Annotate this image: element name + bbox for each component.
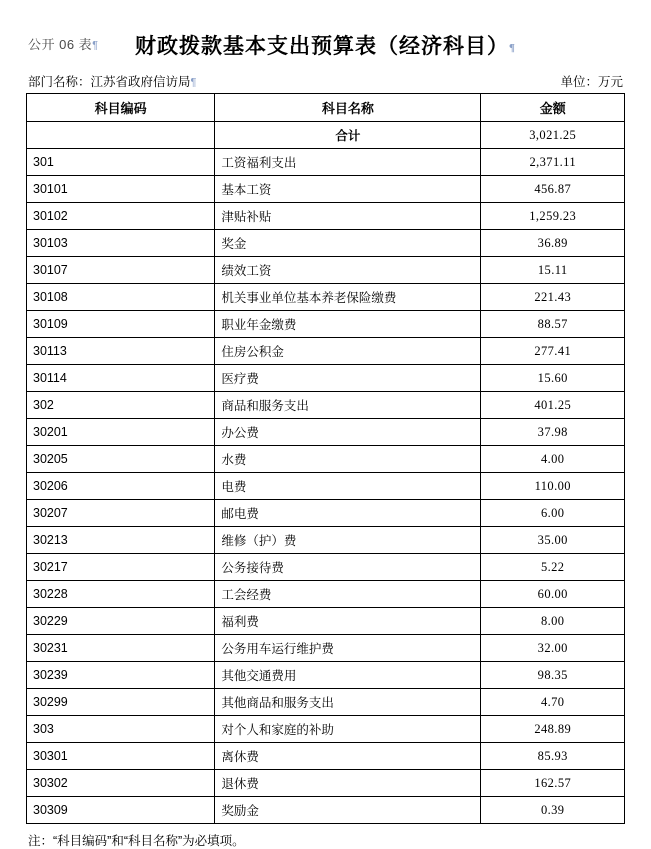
unit-label — [560, 72, 623, 90]
cell-name: 电费 — [215, 473, 481, 500]
cell-amount: 15.60 — [481, 365, 625, 392]
cell-code: 301 — [27, 149, 215, 176]
cell-name: 津贴补贴 — [215, 203, 481, 230]
cell-name: 绩效工资 — [215, 257, 481, 284]
document-page — [0, 30, 651, 848]
table-row — [27, 446, 625, 473]
cell-amount: 36.89 — [481, 230, 625, 257]
cell-name: 合计 — [215, 122, 481, 149]
cell-name: 退休费 — [215, 770, 481, 797]
cell-amount: 456.87 — [481, 176, 625, 203]
cell-amount: 60.00 — [481, 581, 625, 608]
cell-name: 其他商品和服务支出 — [215, 689, 481, 716]
document-label-text: 公开 06 表 — [28, 37, 93, 52]
cell-amount: 35.00 — [481, 527, 625, 554]
cell-name: 奖励金 — [215, 797, 481, 824]
table-row — [27, 203, 625, 230]
cell-name: 基本工资 — [215, 176, 481, 203]
cell-code: 30113 — [27, 338, 215, 365]
cell-name: 公务用车运行维护费 — [215, 635, 481, 662]
cell-name: 机关事业单位基本养老保险缴费 — [215, 284, 481, 311]
cell-amount: 32.00 — [481, 635, 625, 662]
cell-code: 30231 — [27, 635, 215, 662]
cell-amount: 15.11 — [481, 257, 625, 284]
paragraph-mark-icon: ¶ — [190, 76, 197, 89]
cell-name: 住房公积金 — [215, 338, 481, 365]
cell-name: 办公费 — [215, 419, 481, 446]
table-row — [27, 473, 625, 500]
document-label — [28, 34, 99, 53]
cell-name: 公务接待费 — [215, 554, 481, 581]
table-body — [27, 122, 625, 824]
cell-code: 30205 — [27, 446, 215, 473]
page-title-text: 财政拨款基本支出预算表（经济科目） — [135, 34, 510, 58]
table-row — [27, 284, 625, 311]
cell-code: 30217 — [27, 554, 215, 581]
department-info — [28, 72, 196, 90]
cell-code — [27, 122, 215, 149]
cell-name: 离休费 — [215, 743, 481, 770]
cell-amount: 248.89 — [481, 716, 625, 743]
cell-name: 医疗费 — [215, 365, 481, 392]
cell-name: 水费 — [215, 446, 481, 473]
cell-code: 30206 — [27, 473, 215, 500]
cell-amount: 277.41 — [481, 338, 625, 365]
department-label: 部门名称： — [28, 75, 91, 89]
table-row — [27, 527, 625, 554]
table-row — [27, 311, 625, 338]
cell-name: 其他交通费用 — [215, 662, 481, 689]
table-row-total — [27, 122, 625, 149]
paragraph-mark-icon: ¶ — [92, 39, 99, 52]
table-row — [27, 581, 625, 608]
page-title — [26, 30, 625, 60]
cell-code: 30114 — [27, 365, 215, 392]
table-row — [27, 419, 625, 446]
cell-amount: 0.39 — [481, 797, 625, 824]
cell-code: 30302 — [27, 770, 215, 797]
cell-amount: 2,371.11 — [481, 149, 625, 176]
cell-amount: 110.00 — [481, 473, 625, 500]
footnote — [26, 831, 625, 849]
unit-label-text: 单位：万元 — [560, 75, 623, 89]
cell-amount: 401.25 — [481, 392, 625, 419]
cell-name: 维修（护）费 — [215, 527, 481, 554]
cell-name: 工会经费 — [215, 581, 481, 608]
cell-name: 职业年金缴费 — [215, 311, 481, 338]
table-row — [27, 689, 625, 716]
table-row — [27, 743, 625, 770]
cell-name: 奖金 — [215, 230, 481, 257]
table-row — [27, 662, 625, 689]
cell-amount: 88.57 — [481, 311, 625, 338]
cell-code: 30109 — [27, 311, 215, 338]
table-row — [27, 500, 625, 527]
cell-amount: 4.00 — [481, 446, 625, 473]
table-row — [27, 257, 625, 284]
table-row — [27, 635, 625, 662]
table-row — [27, 149, 625, 176]
cell-amount: 37.98 — [481, 419, 625, 446]
cell-code: 30107 — [27, 257, 215, 284]
cell-code: 30229 — [27, 608, 215, 635]
table-row — [27, 770, 625, 797]
table-row — [27, 554, 625, 581]
cell-code: 30102 — [27, 203, 215, 230]
cell-code: 30228 — [27, 581, 215, 608]
cell-amount: 85.93 — [481, 743, 625, 770]
cell-code: 30213 — [27, 527, 215, 554]
cell-code: 30108 — [27, 284, 215, 311]
cell-code: 30301 — [27, 743, 215, 770]
table-row — [27, 230, 625, 257]
column-header-code: 科目编码 — [27, 94, 215, 122]
cell-code: 30309 — [27, 797, 215, 824]
column-header-amount: 金额 — [481, 94, 625, 122]
cell-code: 30201 — [27, 419, 215, 446]
cell-amount: 4.70 — [481, 689, 625, 716]
cell-name: 商品和服务支出 — [215, 392, 481, 419]
column-header-name: 科目名称 — [215, 94, 481, 122]
table-row — [27, 797, 625, 824]
table-row — [27, 608, 625, 635]
cell-amount: 3,021.25 — [481, 122, 625, 149]
table-header-row — [27, 94, 625, 122]
budget-table — [26, 93, 625, 824]
table-row — [27, 176, 625, 203]
cell-amount: 6.00 — [481, 500, 625, 527]
cell-code: 30101 — [27, 176, 215, 203]
cell-code: 302 — [27, 392, 215, 419]
cell-code: 30299 — [27, 689, 215, 716]
table-row — [27, 338, 625, 365]
cell-name: 邮电费 — [215, 500, 481, 527]
cell-code: 303 — [27, 716, 215, 743]
cell-amount: 98.35 — [481, 662, 625, 689]
footnote-text: 注：“科目编码”和“科目名称”为必填项。 — [28, 834, 245, 848]
cell-code: 30207 — [27, 500, 215, 527]
department-name: 江苏省政府信访局 — [90, 75, 191, 89]
table-header — [27, 94, 625, 122]
cell-amount: 221.43 — [481, 284, 625, 311]
cell-code: 30239 — [27, 662, 215, 689]
cell-name: 福利费 — [215, 608, 481, 635]
cell-name: 对个人和家庭的补助 — [215, 716, 481, 743]
table-row — [27, 392, 625, 419]
cell-amount: 8.00 — [481, 608, 625, 635]
paragraph-mark-icon: ¶ — [509, 42, 516, 55]
table-row — [27, 365, 625, 392]
cell-name: 工资福利支出 — [215, 149, 481, 176]
cell-amount: 162.57 — [481, 770, 625, 797]
cell-amount: 5.22 — [481, 554, 625, 581]
table-row — [27, 716, 625, 743]
cell-amount: 1,259.23 — [481, 203, 625, 230]
meta-row — [26, 72, 625, 93]
cell-code: 30103 — [27, 230, 215, 257]
